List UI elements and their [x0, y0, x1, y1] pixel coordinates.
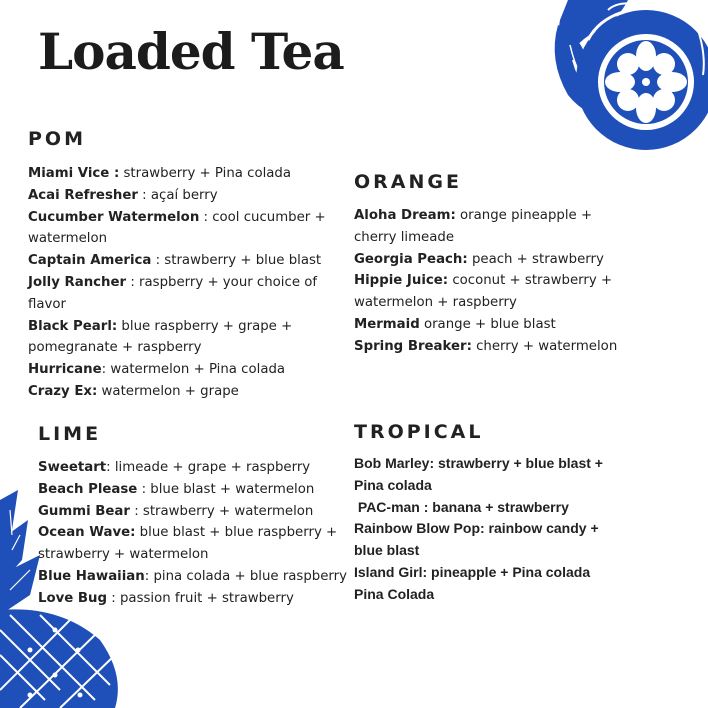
item-name: Georgia Peach: [354, 251, 468, 267]
item-description: watermelon + grape [97, 383, 239, 399]
item-description: blue blast + blue raspberry + strawberry + watermelon [38, 525, 338, 563]
item-description: : strawberry + blue blast [151, 253, 322, 269]
item-name: Ocean Wave: [38, 525, 136, 541]
item-description: : blue blast + watermelon [137, 481, 315, 497]
item-description: cherry + watermelon [471, 338, 618, 354]
menu-item [28, 185, 358, 207]
menu-item: Rainbow Blow Pop: rainbow candy + blue blast [354, 520, 599, 559]
item-description: : passion fruit + strawberry [107, 590, 294, 606]
item-name: Beach Please [38, 481, 138, 497]
menu-item: Bob Marley: strawberry + blue blast + Pina colada [354, 455, 603, 493]
menu-item [28, 207, 358, 251]
menu-item [354, 205, 624, 249]
item-name: Miami Vice : [28, 166, 120, 181]
page-title: Loaded Tea [38, 22, 344, 81]
menu-item: PAC-man : banana + strawberry [354, 498, 569, 515]
item-name: Black Pearl: [28, 318, 118, 334]
item-name: Jolly Rancher [28, 274, 127, 290]
item-name: Cucumber Watermelon [28, 209, 200, 225]
mangosteen-fruit-icon [548, 0, 708, 150]
item-description: : cool cucumber + watermelon [28, 209, 326, 247]
item-description: : açaí berry [137, 187, 218, 203]
item-description: strawberry + Pina colada [119, 166, 292, 181]
item-description: : raspberry + your choice of flavor [28, 274, 318, 312]
section-lime [38, 423, 348, 610]
section-orange [354, 171, 624, 358]
menu-item: Island Girl: pineapple + Pina colada [354, 563, 591, 580]
section-tropical [354, 421, 624, 606]
item-description: orange pineapple + cherry limeade [354, 208, 593, 245]
item-name: Sweetart [38, 460, 107, 475]
item-description: peach + strawberry [467, 251, 604, 267]
menu-item [28, 316, 358, 360]
menu-item [28, 272, 358, 316]
item-name: Blue Hawaiian [38, 568, 145, 584]
section-heading: ORANGE [354, 171, 462, 193]
menu-item [38, 566, 348, 588]
menu-item [354, 314, 624, 336]
menu-item: Pina Colada [354, 585, 435, 602]
item-name: Gummi Bear [38, 503, 130, 519]
item-name: Captain America [28, 253, 152, 269]
item-description: : watermelon + Pina colada [101, 362, 286, 378]
item-description: : pina colada + blue raspberry [144, 568, 347, 584]
item-name: Love Bug [38, 590, 108, 606]
menu-item [38, 457, 348, 479]
menu-item [354, 336, 624, 358]
item-name: Hurricane [28, 362, 102, 378]
menu-item [38, 588, 348, 610]
section-heading: LIME [38, 423, 102, 445]
item-name: Crazy Ex: [28, 383, 98, 399]
menu-item [28, 359, 358, 381]
menu-item [28, 163, 358, 185]
menu-item [28, 381, 358, 403]
item-description: orange + blue blast [419, 316, 556, 332]
item-name: Aloha Dream: [354, 208, 456, 223]
menu-item [354, 249, 624, 271]
menu-item [354, 270, 624, 314]
item-name: Mermaid [354, 316, 420, 332]
section-heading: POM [28, 128, 86, 150]
menu-item [28, 250, 358, 272]
item-name: Acai Refresher [28, 187, 138, 203]
item-description: : limeade + grape + raspberry [106, 460, 311, 475]
item-description: blue raspberry + grape + pomegranate + raspberry [28, 318, 293, 356]
item-name: Hippie Juice: [354, 273, 449, 289]
item-description: coconut + strawberry + watermelon + raspberry [354, 273, 613, 311]
menu-item [38, 479, 348, 501]
section-heading: TROPICAL [354, 421, 484, 443]
section-pom [28, 128, 358, 403]
menu-item [38, 522, 348, 566]
item-description: : strawberry + watermelon [129, 503, 314, 519]
menu-item [38, 501, 348, 523]
item-name: Spring Breaker: [354, 338, 472, 354]
